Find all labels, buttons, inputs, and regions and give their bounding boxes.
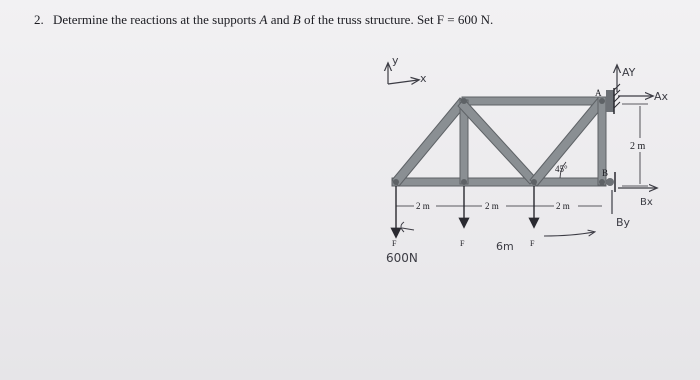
truss-members (392, 97, 609, 186)
height-dimension (622, 104, 648, 186)
center-diagonal (458, 99, 536, 184)
load-3-label: F (530, 239, 535, 248)
problem-number: 2. (34, 12, 44, 27)
joint (393, 179, 399, 185)
span-dim-3: 2 m (556, 201, 570, 211)
angle-label: 45° (555, 164, 568, 174)
angle-marker (555, 162, 568, 178)
span-dim-2: 2 m (485, 201, 499, 211)
support-b-label: B (602, 168, 609, 178)
support-a-label: A (595, 88, 602, 98)
support-b-roller (606, 178, 614, 186)
joint (531, 179, 537, 185)
problem-text-and: and (270, 12, 290, 27)
left-diagonal (392, 98, 467, 186)
joint (599, 179, 605, 185)
handwritten-axes (388, 54, 427, 85)
support-a-wall (606, 90, 614, 112)
bottom-chord (392, 178, 606, 186)
load-value-note: 600N (386, 251, 418, 265)
problem-text-1: Determine the reactions at the supports (53, 12, 257, 27)
load-1-label: F (392, 239, 397, 248)
joint (461, 98, 467, 104)
span-dimensions (396, 201, 602, 211)
load-2-label: F (460, 239, 465, 248)
reaction-ax-label: Ax (654, 90, 669, 103)
loads (392, 186, 535, 248)
reaction-ay-label: AY (622, 66, 636, 79)
span-dim-1: 2 m (416, 201, 430, 211)
joint (599, 98, 605, 104)
problem-text-2: of the truss structure. Set F = 600 N. (303, 12, 494, 27)
reaction-bx-label: Bx (640, 197, 653, 208)
reaction-by-label: By (616, 216, 631, 229)
support-a-ref: A (259, 12, 268, 27)
top-chord (462, 97, 606, 105)
moment-arm-note: 6m (496, 240, 514, 253)
handwritten-notes (386, 222, 594, 265)
joint (461, 179, 467, 185)
axis-y-label: y (392, 54, 399, 67)
support-b-ref: B (292, 12, 301, 27)
height-dim-label: 2 m (630, 141, 646, 152)
axis-x-label: x (420, 72, 427, 85)
